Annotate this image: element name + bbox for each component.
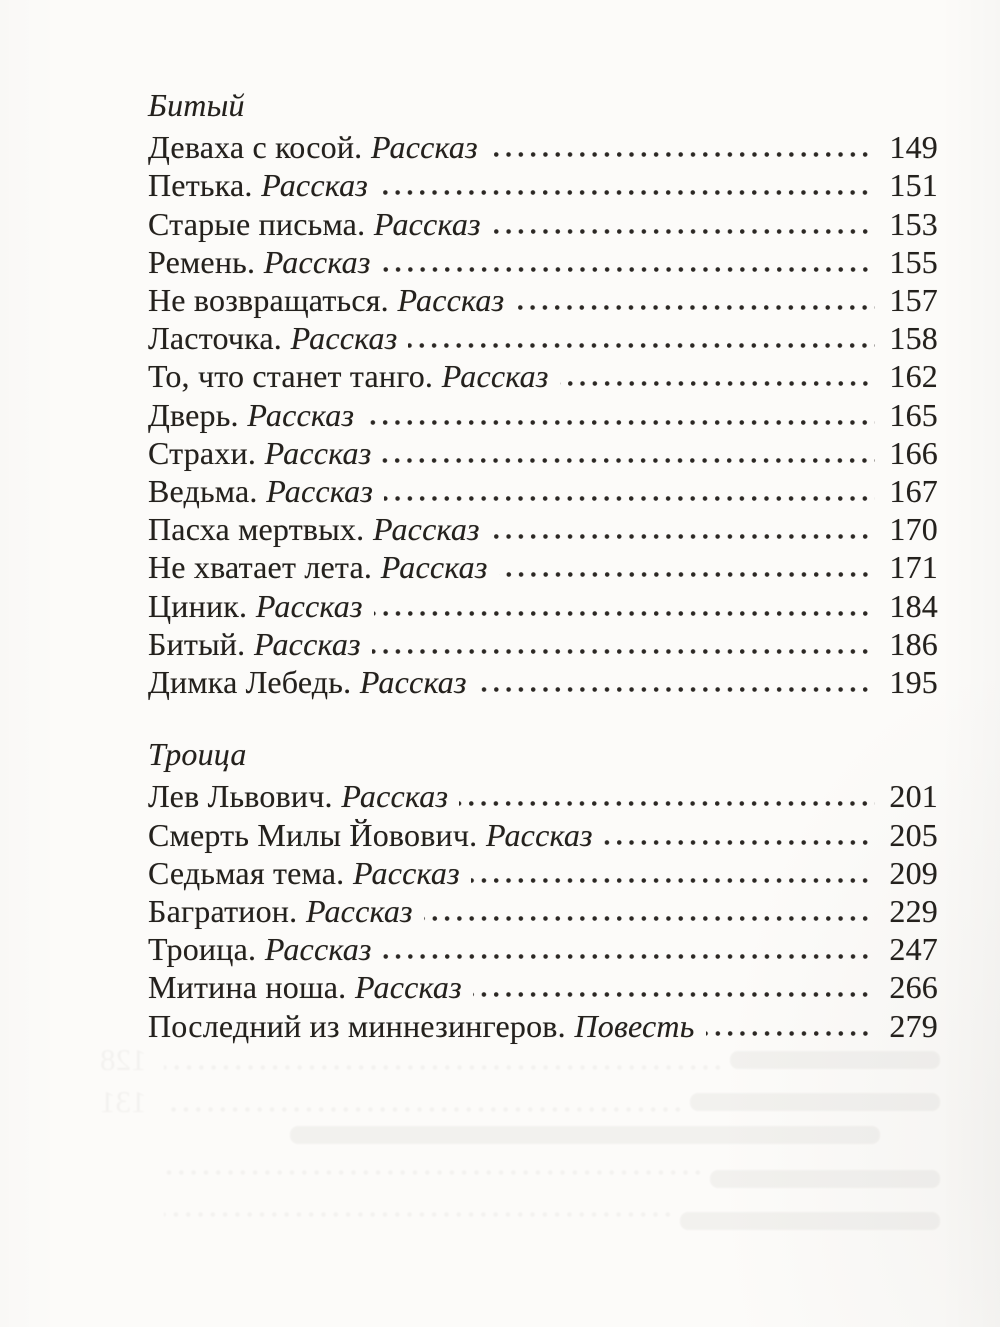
toc-entry-row xyxy=(148,472,938,510)
bleedthrough-dot-leader xyxy=(164,1170,700,1175)
entry-page-number: 279 xyxy=(889,1007,938,1044)
toc-entry-row xyxy=(148,777,938,815)
entry-genre: Рассказ xyxy=(353,854,460,891)
entry-page-number: 266 xyxy=(889,969,938,1006)
entry-title: Последний из миннезингеров. xyxy=(148,1007,566,1044)
dot-leader xyxy=(492,229,875,234)
toc-section xyxy=(148,735,938,1045)
entry-page-number: 170 xyxy=(889,511,938,548)
entry-page-number: 229 xyxy=(889,893,938,930)
entry-genre: Рассказ xyxy=(359,664,467,701)
toc-entry-row xyxy=(148,205,938,243)
entry-genre: Рассказ xyxy=(261,167,368,204)
entry-page-number: 209 xyxy=(889,854,938,891)
toc-entry-row xyxy=(148,1007,938,1045)
entry-genre: Рассказ xyxy=(247,396,355,433)
bleedthrough-page-number: 128 xyxy=(100,1042,147,1077)
dot-leader xyxy=(499,572,875,577)
entry-page-number: 201 xyxy=(889,778,938,815)
dot-leader xyxy=(365,420,875,425)
entry-page-number: 167 xyxy=(889,473,938,510)
dot-leader xyxy=(382,458,875,463)
toc-entry-row xyxy=(148,281,938,319)
entry-title: Ведьма. xyxy=(148,473,258,510)
bleedthrough-dot-leader xyxy=(164,1107,680,1112)
entry-genre: Рассказ xyxy=(441,358,549,395)
section-entries xyxy=(148,777,938,1044)
entry-genre: Повесть xyxy=(574,1007,695,1044)
entry-title: Битый. xyxy=(148,625,246,662)
entry-page-number: 186 xyxy=(889,625,938,662)
dot-leader xyxy=(473,992,875,997)
entry-genre: Рассказ xyxy=(370,129,478,166)
entry-page-number: 184 xyxy=(889,587,938,624)
dot-leader xyxy=(384,496,875,501)
entry-page-number: 171 xyxy=(889,549,938,586)
bleedthrough-line xyxy=(100,1126,940,1144)
toc-entry-row xyxy=(148,357,938,395)
entry-title: Багратион. xyxy=(148,893,298,930)
entry-title: Дверь. xyxy=(148,396,239,433)
toc-entry-row xyxy=(148,854,938,892)
bleedthrough-line xyxy=(100,1042,940,1078)
dot-leader xyxy=(604,840,875,845)
toc-entry-row xyxy=(148,319,938,357)
bleedthrough-line xyxy=(100,1212,940,1230)
entry-genre: Рассказ xyxy=(264,434,372,471)
entry-title: Ремень. xyxy=(148,243,256,280)
toc-entry-row xyxy=(148,434,938,472)
entry-page-number: 155 xyxy=(889,243,938,280)
entry-genre: Рассказ xyxy=(253,625,361,662)
toc-entry-row xyxy=(148,663,938,701)
toc-entry-row xyxy=(148,166,938,204)
entry-title: Циник. xyxy=(148,587,248,624)
entry-page-number: 195 xyxy=(889,664,938,701)
entry-genre: Рассказ xyxy=(341,778,449,815)
entry-genre: Рассказ xyxy=(485,816,593,853)
bleedthrough-line xyxy=(100,1170,940,1188)
entry-title: Не возвращаться. xyxy=(148,282,389,319)
entry-genre: Рассказ xyxy=(397,282,505,319)
entry-title: Димка Лебедь. xyxy=(148,664,352,701)
entry-title: Деваха с косой. xyxy=(148,129,363,166)
entry-genre: Рассказ xyxy=(264,931,372,968)
toc-entry-row xyxy=(148,587,938,625)
entry-genre: Рассказ xyxy=(263,243,371,280)
dot-leader xyxy=(379,190,875,195)
entry-page-number: 166 xyxy=(889,434,938,471)
entry-genre: Рассказ xyxy=(290,320,398,357)
dot-leader xyxy=(382,267,875,272)
toc-entry-row xyxy=(148,930,938,968)
entry-title: Петька. xyxy=(148,167,253,204)
entry-genre: Рассказ xyxy=(372,511,480,548)
toc-entry-row xyxy=(148,968,938,1006)
entry-title: Страхи. xyxy=(148,434,257,471)
entry-title: Митина ноша. xyxy=(148,969,347,1006)
entry-title: Пасха мертвых. xyxy=(148,511,365,548)
dot-leader xyxy=(471,878,875,883)
entry-genre: Рассказ xyxy=(373,205,481,242)
entry-title: Лев Львович. xyxy=(148,778,333,815)
entry-page-number: 157 xyxy=(889,282,938,319)
dot-leader xyxy=(515,305,875,310)
toc-entry-row xyxy=(148,625,938,663)
bleedthrough-text-smudge xyxy=(710,1170,940,1188)
section-entries xyxy=(148,128,938,701)
entry-page-number: 205 xyxy=(889,816,938,853)
toc-entry-row xyxy=(148,128,938,166)
toc-entry-row xyxy=(148,396,938,434)
bleedthrough-text-smudge xyxy=(730,1051,940,1069)
bleedthrough-dot-leader xyxy=(164,1212,670,1217)
toc-section xyxy=(148,86,938,701)
section-header: Троица xyxy=(148,736,247,773)
entry-title: Не хватает лета. xyxy=(148,549,373,586)
entry-title: Старые письма. xyxy=(148,205,366,242)
dot-leader xyxy=(560,381,875,386)
dot-leader xyxy=(459,801,875,806)
entry-page-number: 162 xyxy=(889,358,938,395)
entry-page-number: 153 xyxy=(889,205,938,242)
entry-page-number: 151 xyxy=(889,167,938,204)
toc-entry-row xyxy=(148,548,938,586)
bleedthrough-line xyxy=(100,1084,940,1120)
bleedthrough-text-smudge xyxy=(690,1093,940,1111)
entry-title: То, что станет танго. xyxy=(148,358,434,395)
dot-leader xyxy=(408,343,875,348)
dot-leader xyxy=(491,534,875,539)
toc-entry-row xyxy=(148,892,938,930)
entry-page-number: 158 xyxy=(889,320,938,357)
toc-entry-row xyxy=(148,243,938,281)
dot-leader xyxy=(372,649,875,654)
entry-page-number: 247 xyxy=(889,931,938,968)
dot-leader xyxy=(706,1031,876,1036)
dot-leader xyxy=(478,687,875,692)
dot-leader xyxy=(374,611,875,616)
entry-title: Ласточка. xyxy=(148,320,283,357)
entry-title: Смерть Милы Йовович. xyxy=(148,816,478,853)
section-header: Битый xyxy=(148,87,245,123)
table-of-contents xyxy=(148,86,938,1045)
entry-title: Троица. xyxy=(148,931,257,968)
entry-genre: Рассказ xyxy=(266,473,374,510)
dot-leader xyxy=(424,916,875,921)
bleedthrough-text-smudge xyxy=(680,1212,940,1230)
bleedthrough-text-smudge xyxy=(290,1126,880,1144)
bleedthrough-dot-leader xyxy=(164,1065,720,1070)
entry-page-number: 149 xyxy=(889,129,938,166)
dot-leader xyxy=(489,152,875,157)
entry-genre: Рассказ xyxy=(355,969,462,1006)
toc-entry-row xyxy=(148,816,938,854)
entry-title: Седьмая тема. xyxy=(148,854,345,891)
bleedthrough-page-number: 131 xyxy=(100,1084,147,1119)
entry-genre: Рассказ xyxy=(305,893,413,930)
entry-genre: Рассказ xyxy=(380,549,488,586)
entry-page-number: 165 xyxy=(889,396,938,433)
dot-leader xyxy=(383,954,875,959)
toc-entry-row xyxy=(148,510,938,548)
entry-genre: Рассказ xyxy=(255,587,363,624)
